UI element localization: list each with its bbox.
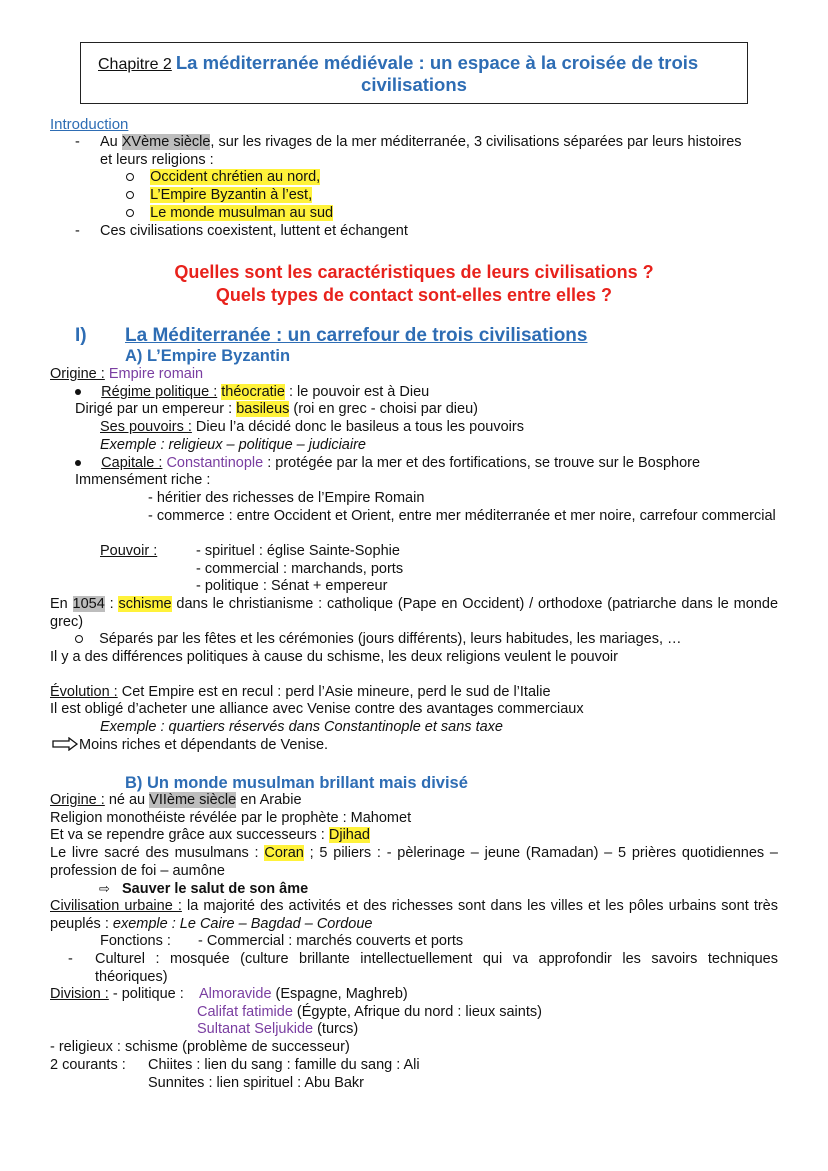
intro-bullet-1: Au XVème siècle, sur les rivages de la mer méditerranée, 3 civilisations séparées par leurs histoires	[100, 134, 742, 150]
mus-fonctions: Fonctions :	[100, 933, 171, 949]
part-title: La Méditerranée : un carrefour de trois civilisations	[125, 325, 588, 346]
intro-bullet-2: Ces civilisations coexistent, luttent et échangent	[100, 223, 408, 239]
chapter-label: Chapitre 2	[98, 56, 172, 73]
mus-sultanat: Sultanat Seljukide (turcs)	[197, 1021, 359, 1037]
byz-dirige: Dirigé par un empereur : basileus (roi en grec - choisi par dieu)	[75, 401, 478, 417]
byz-separes: Séparés par les fêtes et les cérémonies (jours différents), leurs habitudes, les mariages, …	[75, 631, 682, 649]
byz-pouvoir-label: Pouvoir :	[100, 543, 158, 559]
arrow-right-icon: ⇨	[99, 881, 110, 896]
arrow-icon	[52, 737, 78, 757]
mus-origine: Origine : né au VIIème siècle en Arabie	[50, 792, 302, 808]
circle-bullet-icon	[75, 635, 83, 643]
byz-pouvoir-2: - commercial : marchands, ports	[196, 561, 404, 577]
byz-origine: Origine : Empire romain	[50, 366, 204, 382]
mus-culturel: Culturel : mosquée (culture brillante intellectuellement qui va approfondir les savoirs techniques théoriques)	[95, 951, 778, 985]
mus-civilisation: Civilisation urbaine : la majorité des activités et des richesses sont dans les villes et les pôles urbains sont très peuplés : exemple : Le Caire – Bagdad – Cordoue	[50, 898, 778, 932]
byz-oblige: Il est obligé d’acheter une alliance avec Venise contre des avantages commerciaux	[50, 701, 584, 717]
question-1: Quelles sont les caractéristiques de leurs civilisations ?	[174, 262, 654, 282]
byz-differences: Il y a des différences politiques à cause du schisme, les deux religions veulent le pouvoir	[50, 649, 618, 665]
byz-exemple-2: Exemple : quartiers réservés dans Constantinople et sans taxe	[100, 719, 503, 735]
mus-division: Division : - politique :	[50, 986, 184, 1002]
byz-pouvoir-3: - politique : Sénat + empereur	[196, 578, 388, 594]
bullet-icon	[75, 460, 81, 466]
intro-sub-1: Occident chrétien au nord,	[126, 169, 320, 187]
mus-livre: Le livre sacré des musulmans : Coran ; 5 piliers : - pèlerinage – jeune (Ramadan) – 5 prières quotidiennes – profession de foi – aumône	[50, 845, 778, 879]
byz-capitale: Capitale : Constantinople : protégée par la mer et des fortifications, se trouve sur le Bosphore	[75, 455, 700, 473]
byz-riche-1: - héritier des richesses de l’Empire Romain	[148, 490, 425, 506]
intro-bullet-1-cont: et leurs religions :	[100, 152, 214, 168]
mus-sunnites: Sunnites : lien spirituel : Abu Bakr	[148, 1075, 365, 1091]
title-line-1	[98, 52, 698, 76]
mus-repandre: Et va se rependre grâce aux successeurs : Djihad	[50, 827, 370, 843]
question-2: Quels types de contact sont-elles entre elles ?	[215, 285, 613, 305]
byz-pouvoir-1: - spirituel : église Sainte-Sophie	[196, 543, 400, 559]
byz-pouvoirs: Ses pouvoirs : Dieu l’a décidé donc le basileus a tous les pouvoirs	[100, 419, 524, 435]
mus-courants: 2 courants :	[50, 1057, 126, 1073]
mus-religieux: - religieux : schisme (problème de successeur)	[50, 1039, 350, 1055]
intro-sub-2: L’Empire Byzantin à l’est,	[126, 187, 312, 205]
part-number: I)	[75, 325, 87, 346]
byz-regime: Régime politique : théocratie : le pouvoir est à Dieu	[75, 384, 429, 402]
title-line-2: civilisations	[361, 74, 467, 95]
title-text: La méditerranée médiévale : un espace à la croisée de trois	[175, 52, 699, 73]
circle-bullet-icon	[126, 209, 134, 217]
intro-heading: Introduction	[50, 116, 129, 133]
highlight-century: XVème siècle	[121, 134, 211, 150]
byz-exemple: Exemple : religieux – politique – judiciaire	[100, 437, 366, 453]
dash: -	[75, 134, 80, 150]
mus-religion: Religion monothéiste révélée par le prophète : Mahomet	[50, 810, 412, 826]
mus-califat: Califat fatimide (Égypte, Afrique du nord : lieux saints)	[197, 1004, 542, 1020]
section-b-heading: B) Un monde musulman brillant mais divisé	[125, 774, 468, 792]
intro-sub-3: Le monde musulman au sud	[126, 205, 333, 223]
mus-salut: ⇨ Sauver le salut de son âme	[99, 881, 309, 897]
section-a-heading: A) L’Empire Byzantin	[125, 347, 291, 365]
byz-evolution: Évolution : Cet Empire est en recul : perd l’Asie mineure, perd le sud de l’Italie	[50, 684, 551, 700]
bullet-icon	[75, 389, 81, 395]
byz-riche-2: - commerce : entre Occident et Orient, entre mer méditerranée et mer noire, carrefour commercial	[148, 508, 776, 524]
byz-riche: Immensément riche :	[75, 472, 211, 488]
mus-chiites: Chiites : lien du sang : famille du sang : Ali	[148, 1057, 420, 1073]
dash: -	[68, 951, 73, 967]
mus-almoravide: Almoravide (Espagne, Maghreb)	[199, 986, 408, 1002]
mus-commercial: - Commercial : marchés couverts et ports	[198, 933, 464, 949]
byz-moins: Moins riches et dépendants de Venise.	[79, 737, 329, 753]
circle-bullet-icon	[126, 173, 134, 181]
byz-schisme: En 1054 : schisme dans le christianisme : catholique (Pape en Occident) / orthodoxe (patriarche dans le monde grec)	[50, 596, 779, 630]
dash: -	[75, 223, 80, 239]
circle-bullet-icon	[126, 191, 134, 199]
